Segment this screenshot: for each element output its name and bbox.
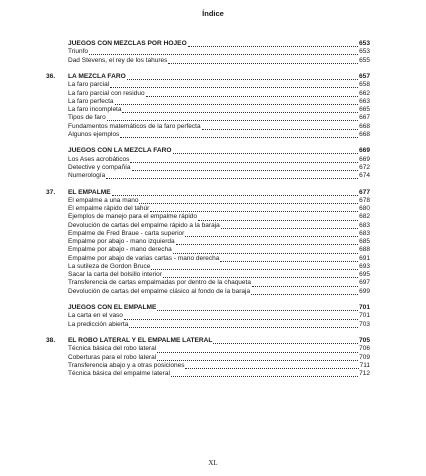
entry-page: 662 — [359, 89, 370, 97]
dot-leader — [171, 371, 358, 377]
entry-page: 691 — [359, 254, 370, 262]
toc-entry[interactable] — [46, 238, 370, 246]
entry-page: 705 — [358, 337, 370, 345]
toc-entry[interactable] — [46, 114, 370, 122]
entry-page: 663 — [359, 97, 370, 105]
entry-page: 709 — [359, 353, 370, 361]
section-gap — [46, 65, 370, 73]
entry-label: Empalme por abajo de varias cartas - mano derecha — [68, 254, 220, 262]
dot-leader — [150, 206, 358, 212]
entry-label: La faro parcial — [68, 81, 110, 89]
entry-page: 701 — [358, 304, 370, 312]
dot-leader — [202, 124, 359, 130]
entry-label: Coberturas para el robo lateral — [68, 353, 157, 361]
entry-label: Dad Stevens, el rey de los tahures — [68, 56, 168, 64]
entry-page: 703 — [359, 320, 370, 328]
entry-page: 712 — [359, 370, 370, 378]
entry-label: EL EMPALME — [68, 188, 111, 196]
toc-entry[interactable] — [46, 345, 370, 353]
dot-leader — [151, 264, 358, 270]
entry-page: 672 — [359, 163, 370, 171]
toc-entry[interactable] — [46, 370, 370, 378]
toc-entry[interactable] — [46, 57, 370, 65]
dot-leader — [106, 173, 358, 179]
dot-leader — [173, 148, 358, 154]
toc-entry[interactable] — [46, 222, 370, 230]
toc-entry[interactable] — [46, 288, 370, 296]
entry-page: 669 — [358, 147, 370, 155]
entry-label: Triunfo — [68, 48, 88, 56]
entry-page: 680 — [359, 205, 370, 213]
entry-label: Empalme por abajo - mano izquierda — [68, 238, 175, 246]
entry-page: 674 — [359, 172, 370, 180]
entry-label: Transferencia abajo y a otras posiciones — [68, 361, 185, 369]
entry-page: 668 — [359, 130, 370, 138]
entry-label: El empalme rápido del tahúr — [68, 205, 150, 213]
entry-label: Los Ases acrobáticos — [68, 155, 130, 163]
entry-label: Numerología — [68, 172, 106, 180]
entry-label: Algunos ejemplos — [68, 130, 120, 138]
dot-leader — [115, 99, 359, 105]
entry-label: La carta en el vaso — [68, 312, 123, 320]
entry-page: 653 — [358, 40, 370, 47]
entry-label: La predicción abierta — [68, 320, 129, 328]
entry-page: 655 — [359, 56, 370, 64]
entry-label: Fundamentos matemáticos de la faro perfecta — [68, 122, 201, 130]
entry-page: 695 — [359, 271, 370, 279]
section-gap — [46, 296, 370, 304]
page-number: XL — [208, 459, 218, 467]
entry-page: 693 — [359, 262, 370, 270]
toc-entry[interactable] — [46, 98, 370, 106]
entry-label: JUEGOS CON EL EMPALME — [68, 304, 157, 312]
entry-page: 669 — [359, 155, 370, 163]
entry-label: LA MEZCLA FARO — [68, 73, 126, 81]
section-heading[interactable] — [46, 147, 370, 155]
toc-entry[interactable] — [46, 246, 370, 254]
toc-entry[interactable] — [46, 362, 370, 370]
dot-leader — [89, 49, 358, 55]
toc-entry[interactable] — [46, 271, 370, 279]
entry-page: 683 — [359, 229, 370, 237]
entry-page: 678 — [359, 196, 370, 204]
entry-page: 658 — [359, 81, 370, 89]
dot-leader — [173, 248, 358, 254]
entry-page: 665 — [359, 106, 370, 114]
entry-page: 682 — [359, 213, 370, 221]
toc-entry[interactable] — [46, 172, 370, 180]
entry-label: Técnica básica del empalme lateral — [68, 370, 170, 378]
chapter-number: 37. — [46, 188, 56, 196]
dot-leader — [176, 239, 359, 245]
dot-leader — [130, 157, 358, 163]
entry-label: Transferencia de cartas empalmadas por dentro de la chaqueta — [68, 279, 251, 287]
dot-leader — [188, 41, 358, 47]
toc-entry[interactable] — [46, 213, 370, 221]
entry-label: La faro perfecta — [68, 97, 114, 105]
toc-entry[interactable] — [46, 81, 370, 89]
dot-leader — [124, 314, 358, 320]
table-of-contents — [46, 40, 370, 378]
toc-entry[interactable] — [46, 263, 370, 271]
toc-entry[interactable] — [46, 48, 370, 56]
dot-leader — [168, 58, 358, 64]
toc-entry[interactable] — [46, 164, 370, 172]
dot-leader — [252, 281, 358, 287]
dot-leader — [221, 223, 358, 229]
entry-label: Devolución de cartas del empalme rápido a la baraja — [68, 221, 220, 229]
dot-leader — [213, 338, 358, 344]
entry-page: 697 — [359, 279, 370, 287]
section-heading[interactable] — [46, 73, 370, 81]
toc-entry[interactable] — [46, 197, 370, 205]
section-heading[interactable] — [46, 337, 370, 345]
dot-leader — [112, 190, 358, 196]
entry-label: La sutileza de Gordon Bruce — [68, 262, 151, 270]
dot-leader — [107, 115, 358, 121]
toc-entry[interactable] — [46, 354, 370, 362]
entry-page: 699 — [359, 287, 370, 295]
entry-page: 701 — [359, 312, 370, 320]
toc-entry[interactable] — [46, 255, 370, 263]
section-gap — [46, 180, 370, 188]
chapter-number: 38. — [46, 337, 56, 345]
entry-label: Ejemplos de manejo para el empalme rápido — [68, 213, 197, 221]
dot-leader — [185, 363, 358, 369]
toc-entry[interactable] — [46, 90, 370, 98]
toc-entry[interactable] — [46, 279, 370, 287]
dot-leader — [220, 256, 358, 262]
entry-page: 677 — [358, 188, 370, 196]
entry-page: 668 — [359, 122, 370, 130]
entry-page: 667 — [359, 114, 370, 122]
entry-page: 688 — [359, 246, 370, 254]
entry-label: El empalme a una mano — [68, 196, 139, 204]
dot-leader — [129, 322, 358, 328]
section-gap — [46, 329, 370, 337]
entry-label: Detective y compañía — [68, 163, 131, 171]
entry-page: 657 — [358, 73, 370, 81]
dot-leader — [110, 82, 358, 88]
entry-label: Técnica básica del robo lateral — [68, 345, 157, 353]
dot-leader — [198, 215, 358, 221]
dot-leader — [127, 74, 358, 80]
entry-label: JUEGOS CON MEZCLAS POR HOJEO — [68, 40, 187, 47]
entry-label: La faro incompleta — [68, 106, 122, 114]
entry-label: EL ROBO LATERAL Y EL EMPALME LATERAL — [68, 337, 213, 345]
entry-label: La faro parcial con residuo — [68, 89, 145, 97]
toc-entry[interactable] — [46, 156, 370, 164]
toc-entry[interactable] — [46, 106, 370, 114]
dot-leader — [251, 289, 358, 295]
section-heading[interactable] — [46, 40, 370, 48]
dot-leader — [132, 165, 359, 171]
section-heading[interactable] — [46, 189, 370, 197]
section-gap — [46, 139, 370, 147]
dot-leader — [157, 305, 358, 311]
dot-leader — [146, 91, 359, 97]
dot-leader — [122, 107, 358, 113]
entry-label: Devolución de cartas del empalme clásico al fondo de la baraja — [68, 287, 251, 295]
toc-entry[interactable] — [46, 131, 370, 139]
entry-label: Empalme de Fred Braue - carta superior — [68, 229, 185, 237]
toc-entry[interactable] — [46, 312, 370, 320]
dot-leader — [185, 231, 358, 237]
dot-leader — [163, 272, 358, 278]
dot-leader — [157, 347, 358, 353]
page-title: Índice — [202, 9, 224, 18]
toc-entry[interactable] — [46, 123, 370, 131]
dot-leader — [120, 132, 358, 138]
entry-label: Tipos de faro — [68, 114, 106, 122]
entry-label: Empalme por abajo - mano derecha — [68, 246, 172, 254]
entry-page: 685 — [359, 238, 370, 246]
section-heading[interactable] — [46, 304, 370, 312]
entry-page: 653 — [359, 48, 370, 56]
toc-entry[interactable] — [46, 230, 370, 238]
entry-label: JUEGOS CON LA MEZCLA FARO — [68, 147, 172, 155]
toc-entry[interactable] — [46, 321, 370, 329]
entry-page: 706 — [359, 345, 370, 353]
chapter-number: 36. — [46, 73, 56, 81]
entry-label: Sacar la carta del bolsillo interior — [68, 271, 162, 279]
entry-page: 711 — [359, 361, 370, 369]
dot-leader — [139, 198, 358, 204]
dot-leader — [157, 355, 358, 361]
toc-entry[interactable] — [46, 205, 370, 213]
entry-page: 683 — [359, 221, 370, 229]
